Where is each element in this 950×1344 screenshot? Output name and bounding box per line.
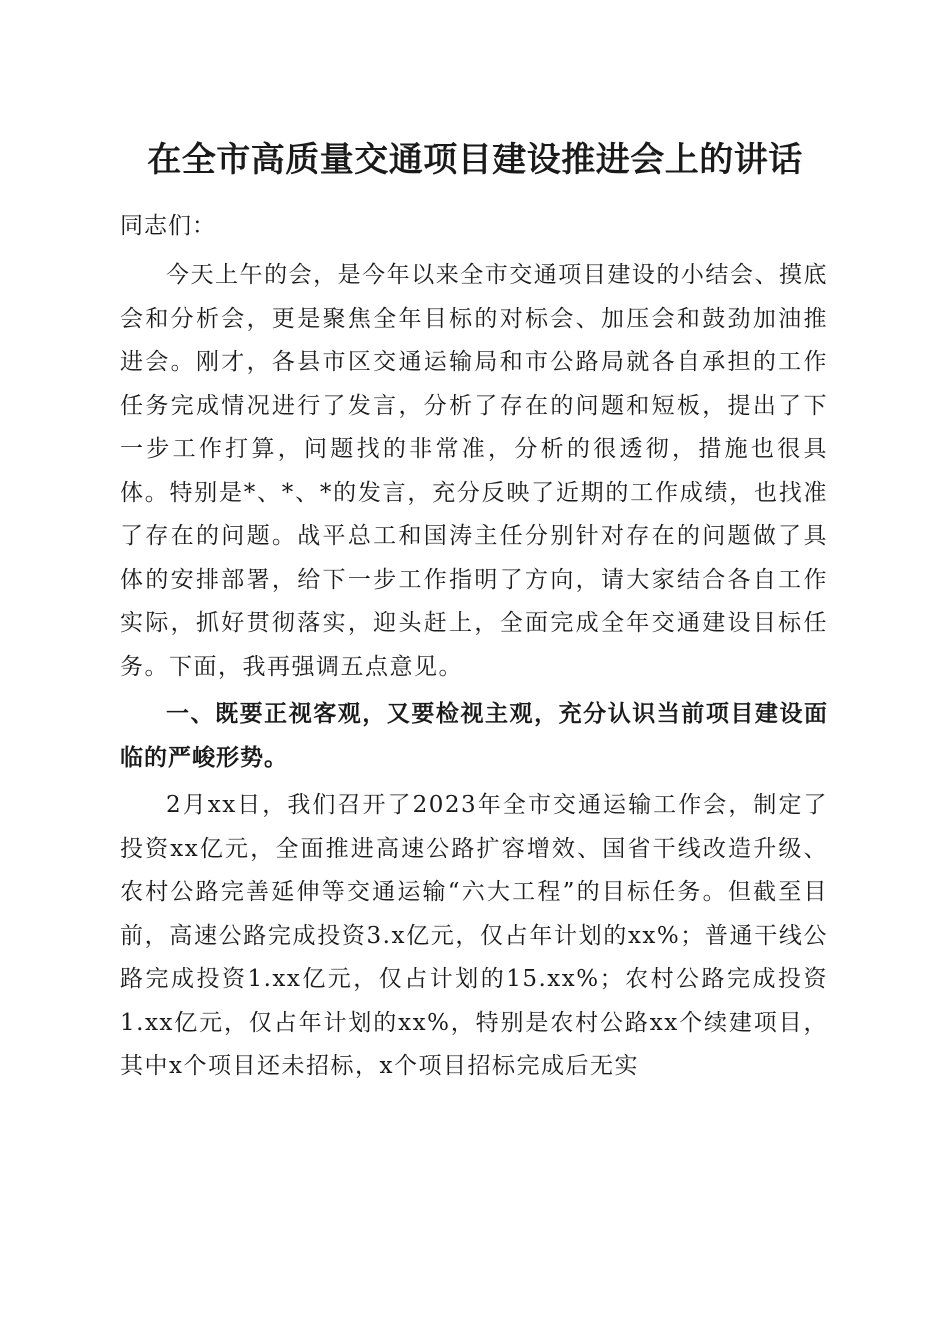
document-body: [120, 208, 828, 1089]
document-title: 在全市高质量交通项目建设推进会上的讲话: [147, 140, 803, 180]
section-1-paragraph: 2月xx日，我们召开了2023年全市交通运输工作会，制定了投资xx亿元，全面推进高速公路扩容增效、国省干线改造升级、农村公路完善延伸等交通运输“六大工程”的目标任务。但截至目前，高速公路完成投资3.x亿元，仅占年计划的xx%；普通干线公路完成投资1.xx亿元，仅占计划的15.xx%；农村公路完成投资1.xx亿元，仅占年计划的xx%，特别是农村公路xx个续建项目，其中x个项目还未招标，x个项目招标完成后无实: [120, 792, 828, 1079]
intro-paragraph: 今天上午的会，是今年以来全市交通项目建设的小结会、摸底会和分析会，更是聚焦全年目标的对标会、加压会和鼓劲加油推进会。刚才，各县市区交通运输局和市公路局就各自承担的工作任务完成情况进行了发言，分析了存在的问题和短板，提出了下一步工作打算，问题找的非常准，分析的很透彻，措施也很具体。特别是*、*、*的发言，充分反映了近期的工作成绩，也找准了存在的问题。战平总工和国涛主任分别针对存在的问题做了具体的安排部署，给下一步工作指明了方向，请大家结合各自工作实际，抓好贯彻落实，迎头赶上，全面完成全年交通建设目标任务。下面，我再强调五点意见。: [120, 262, 828, 680]
salutation: 同志们：: [120, 213, 216, 239]
section-heading-1: 一、既要正视客观，又要检视主观，充分认识当前项目建设面临的严峻形势。: [120, 701, 828, 771]
